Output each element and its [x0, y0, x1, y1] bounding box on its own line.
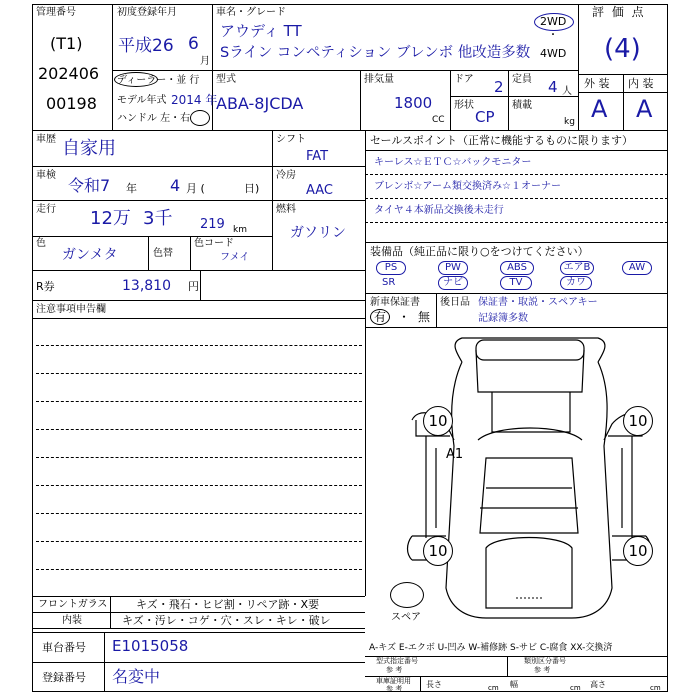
- rken-label: R券: [36, 280, 55, 293]
- warranty-no: 無: [418, 310, 431, 324]
- shaken-month-unit: 月 (: [186, 182, 205, 195]
- sales-point: キーレス☆ＥＴＣ☆バックモニター: [374, 157, 532, 168]
- naiso-value: A: [636, 95, 653, 123]
- takasa-label: 高さ: [590, 680, 606, 689]
- door-label: ドア: [454, 74, 474, 85]
- nagasa-unit: cm: [488, 684, 499, 692]
- hyoka-label: 評 価 点: [592, 5, 646, 19]
- shaken-era: 令和7: [68, 176, 111, 195]
- keijo: CP: [475, 108, 495, 126]
- equip-abs: ABS: [500, 261, 534, 275]
- katashiki-label: 型式: [216, 74, 236, 85]
- gaiso-label: 外 装: [584, 77, 610, 90]
- sales-title: セールスポイント（正常に機能するものに限ります）: [370, 134, 634, 147]
- soko-label: 走行: [36, 204, 56, 215]
- equip-pw: PW: [438, 261, 468, 275]
- reibo: AAC: [306, 183, 333, 198]
- model-year-value: 2014 年: [171, 93, 218, 107]
- kanri-t: (T1): [50, 34, 83, 53]
- irogae-label: 色替: [153, 248, 173, 259]
- shaken-day-unit: 日): [244, 182, 260, 195]
- equip-sr: SR: [382, 277, 396, 288]
- teiin-label: 定員: [512, 74, 532, 85]
- katashiki: ABA-8JCDA: [216, 94, 304, 113]
- shareki: 自家用: [62, 138, 116, 159]
- shomei-sanko: 参 考: [386, 685, 403, 693]
- drive-2wd: 2WD: [540, 15, 567, 28]
- naiso-label: 内 装: [628, 77, 654, 90]
- iro-code: フメイ: [220, 252, 250, 263]
- takasa-unit: cm: [650, 684, 661, 692]
- haiki-unit: CC: [432, 115, 445, 125]
- sales-point: ブレンボ☆アーム類交換済み☆１オーナー: [374, 181, 561, 192]
- tire-rear-right: 10: [623, 536, 653, 566]
- nenryo-label: 燃料: [276, 204, 296, 215]
- shareki-label: 車歴: [36, 134, 56, 145]
- sekisai-label: 積載: [512, 100, 532, 111]
- shift: FAT: [306, 149, 329, 164]
- equipment-title: 装備品（純正品に限り○をつけてください）: [370, 245, 589, 258]
- warranty-dot: ・: [398, 310, 411, 324]
- shaken-month: 4: [170, 176, 181, 195]
- spare-tire-icon: [390, 582, 424, 608]
- gojitsu-label: 後日品: [440, 297, 470, 308]
- shaken-label: 車検: [36, 170, 56, 181]
- soko-man: 12万: [90, 208, 131, 229]
- warranty-yes: 有: [374, 310, 387, 324]
- sales-point: タイヤ４本新品交換後未走行: [374, 205, 504, 216]
- gaiso-value: A: [591, 95, 608, 123]
- shodo-label: 初度登録年月: [117, 7, 177, 18]
- ruibetsu-label: 類別区分番号: [524, 657, 566, 665]
- kanri-label: 管理番号: [36, 7, 76, 18]
- tire-front-left: 10: [423, 406, 453, 436]
- shomei-label: 車庫証明用: [376, 677, 411, 685]
- keijo-label: 形状: [454, 100, 474, 111]
- rken: 13,810: [122, 278, 171, 294]
- chassis-no: E1015058: [112, 637, 189, 655]
- toroku-no: 名変中: [112, 667, 161, 686]
- naiso-row-label: 内装: [62, 615, 82, 626]
- naiso-row-text: キズ・汚レ・コゲ・穴・スレ・キレ・破レ: [122, 614, 331, 627]
- ruibetsu-sanko: 参 考: [534, 666, 551, 674]
- teiin: 4: [548, 78, 558, 96]
- equip-aw: AW: [622, 261, 652, 275]
- equip-leather: カワ: [560, 276, 592, 290]
- nagasa-label: 長さ: [426, 680, 442, 689]
- iro: ガンメタ: [62, 247, 118, 263]
- nenryo: ガソリン: [290, 225, 346, 241]
- sekisai-unit: kg: [564, 117, 575, 127]
- kanri-no2: 00198: [46, 94, 97, 113]
- model-year-label: モデル年式: [117, 95, 167, 106]
- car-grade: Sライン コンペティション ブレンボ 他改造多数: [220, 45, 531, 61]
- warranty-label: 新車保証書: [370, 297, 420, 308]
- glass-label: フロントガラス: [38, 599, 108, 610]
- teiin-unit: 人: [562, 86, 572, 97]
- equip-airbag: エアB: [560, 261, 594, 275]
- hyoka-value: (4): [604, 34, 641, 64]
- door: 2: [494, 78, 504, 96]
- haiki-label: 排気量: [364, 74, 394, 85]
- shamei-label: 車名・グレード: [216, 7, 286, 18]
- dealer-label: ディーラー・並 行: [117, 75, 200, 86]
- soko-sen: 3千: [143, 208, 173, 229]
- spare-label: スペア: [391, 612, 421, 623]
- tire-rear-left: 10: [423, 536, 453, 566]
- haba-label: 幅: [510, 680, 518, 689]
- iro-code-label: 色コード: [194, 238, 234, 249]
- gojitsu-line2: 記録簿多数: [478, 313, 528, 324]
- kanri-no1: 202406: [38, 64, 100, 83]
- notes-label: 注意事項申告欄: [36, 304, 106, 315]
- handle-circle: [190, 110, 210, 126]
- rken-unit: 円: [188, 280, 199, 293]
- equip-ps: PS: [376, 261, 406, 275]
- shift-label: シフト: [276, 134, 306, 145]
- shodo-month-unit: 月: [200, 56, 210, 67]
- damage-mark: A1: [446, 447, 464, 462]
- damage-legend: A-キズ E-エクボ U-凹み W-補修跡 S-サビ C-腐食 XX-交換済: [369, 643, 613, 653]
- shaken-year-unit: 年: [126, 182, 137, 195]
- shodo-month: 6: [188, 34, 199, 54]
- toroku-label: 登録番号: [42, 671, 86, 684]
- car-name: アウディ TT: [220, 22, 302, 40]
- chassis-label: 車台番号: [42, 641, 86, 654]
- tire-front-right: 10: [623, 406, 653, 436]
- soko-rest: 219: [200, 217, 225, 232]
- drive-4wd: 4WD: [540, 47, 567, 60]
- gojitsu-line1: 保証書・取説・スペアキー: [478, 297, 598, 308]
- handle-label: ハンドル 左・右: [117, 113, 191, 124]
- shodo-era: 平成26: [118, 36, 174, 56]
- soko-unit: km: [233, 225, 247, 235]
- dealer-circle: [114, 72, 158, 87]
- equip-navi: ナビ: [438, 276, 468, 290]
- reibo-label: 冷房: [276, 170, 296, 181]
- shitei-label: 型式指定番号: [376, 657, 418, 665]
- iro-label: 色: [36, 238, 46, 249]
- shitei-sanko: 参 考: [386, 666, 403, 674]
- haba-unit: cm: [570, 684, 581, 692]
- drive-dot: ・: [548, 30, 558, 41]
- haiki: 1800: [394, 94, 433, 112]
- equip-tv: TV: [500, 276, 532, 290]
- glass-text: キズ・飛石・ヒビ割・リペア跡・X要: [136, 598, 320, 611]
